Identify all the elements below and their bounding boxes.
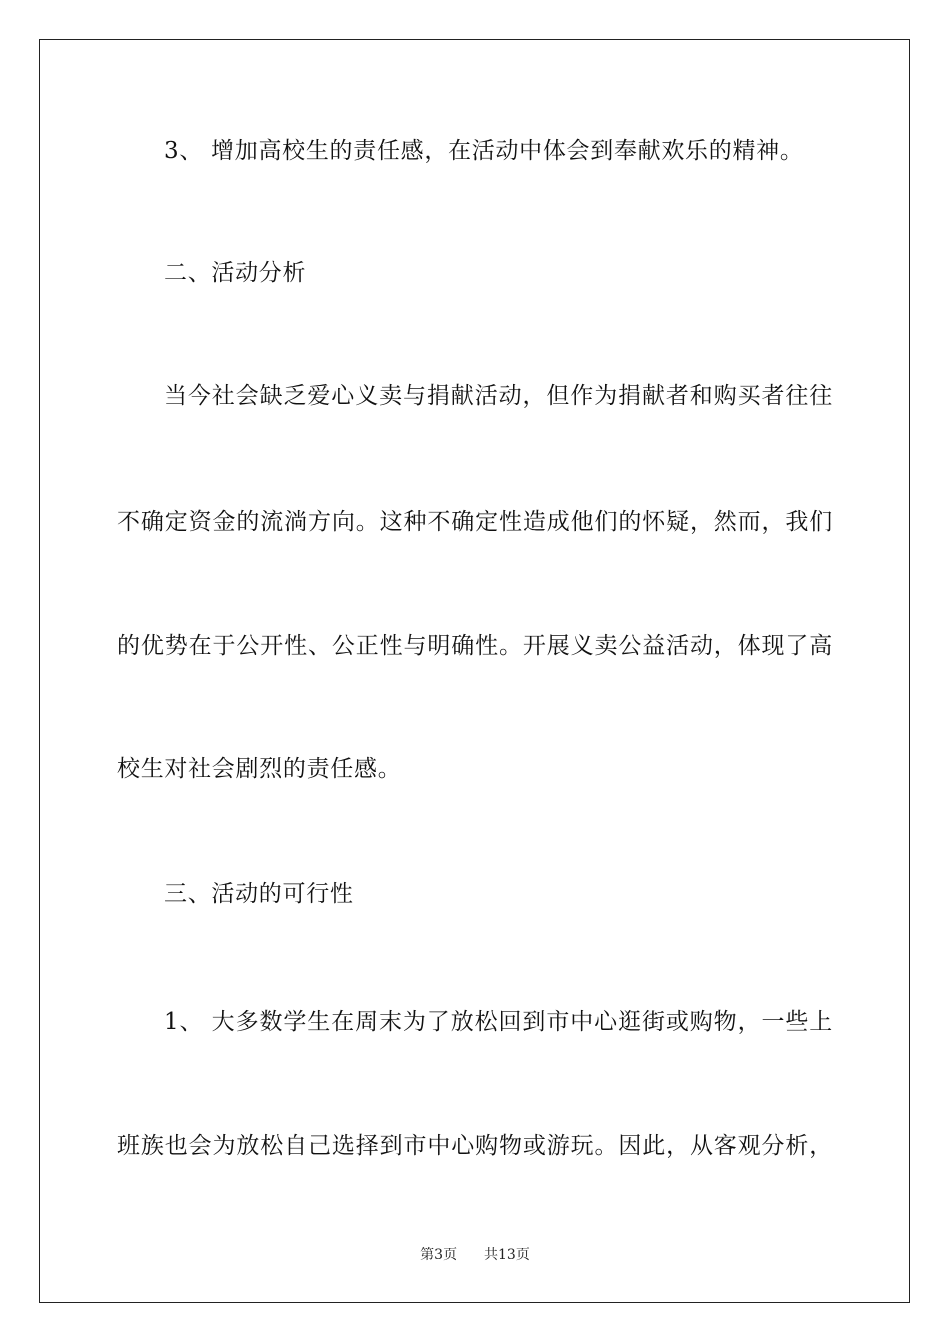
section-heading-feasibility: 三、活动的可行性 xyxy=(164,881,354,907)
paragraph-line: 的优势在于公开性、公正性与明确性。开展义卖公益活动，体现了高 xyxy=(117,633,833,659)
paragraph-line: 1、 大多数学生在周末为了放松回到市中心逛街或购物，一些上 xyxy=(164,1009,833,1035)
total-page-count: 共13页 xyxy=(484,1247,530,1263)
current-page-number: 第3页 xyxy=(420,1247,458,1263)
paragraph-line: 校生对社会剧烈的责任感。 xyxy=(117,756,402,782)
page-footer xyxy=(0,1246,950,1264)
paragraph-line: 不确定资金的流淌方向。这种不确定性造成他们的怀疑，然而，我们 xyxy=(117,509,833,535)
paragraph-line: 当今社会缺乏爱心义卖与捐献活动，但作为捐献者和购买者往往 xyxy=(164,383,833,409)
paragraph-line: 班族也会为放松自己选择到市中心购物或游玩。因此，从客观分析， xyxy=(117,1133,833,1159)
section-heading-activity-analysis: 二、活动分析 xyxy=(164,260,307,286)
paragraph-objective-3: 3、 增加高校生的责任感，在活动中体会到奉献欢乐的精神。 xyxy=(164,138,804,164)
page-border xyxy=(39,39,910,1303)
